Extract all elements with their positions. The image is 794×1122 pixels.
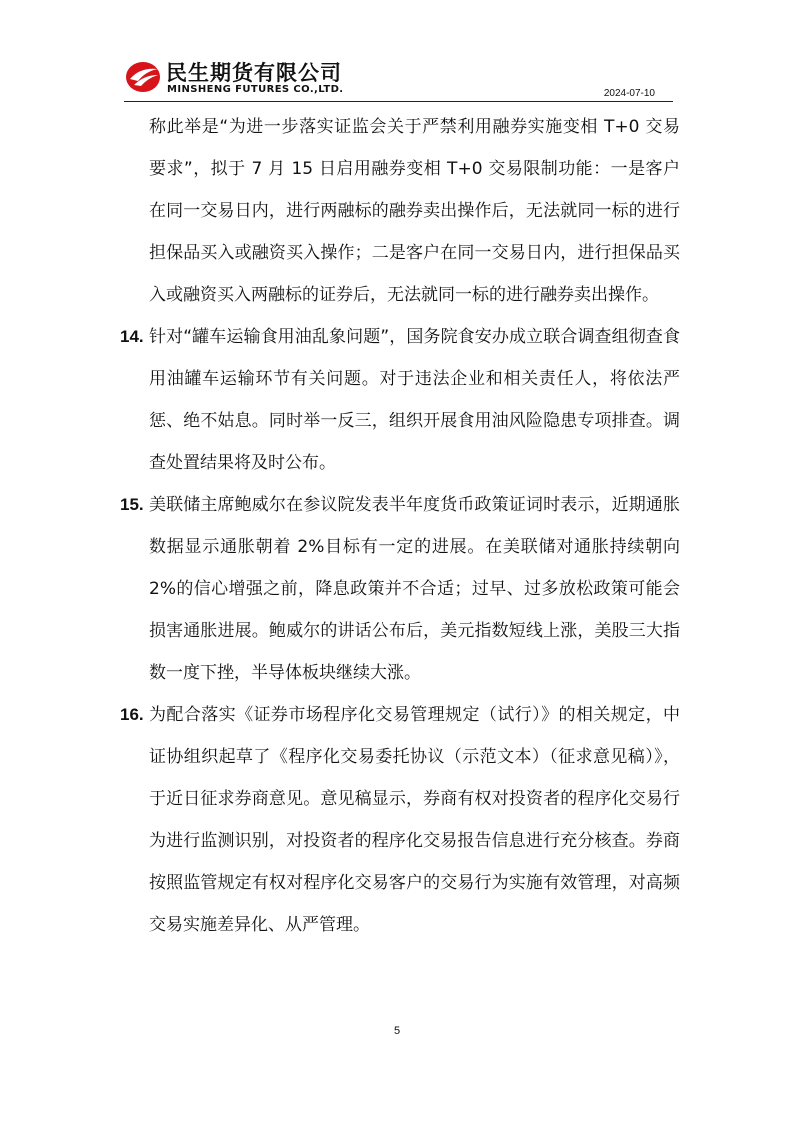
item-text: 称此举是“为进一步落实证监会关于严禁利用融券实施变相 T+0 交易要求”，拟于 7 月 15 日启用融券变相 T+0 交易限制功能：一是客户在同一交易日内，进行两融标的融券卖出操作后，无法就同一标的进行担保品买入或融资买入操作；二是客户在同一交易日内，进行担保品买入或融资买入两融标的证券后，无法就同一标的进行融券卖出操作。 [149,117,680,305]
news-list [120,106,680,946]
logo-emblem-icon [124,57,162,95]
list-item [120,106,680,316]
item-text: 美联储主席鲍威尔在参议院发表半年度货币政策证词时表示，近期通胀数据显示通胀朝着 2%目标有一定的进展。在美联储对通胀持续朝向 2%的信心增强之前，降息政策并不合适；过早、过多放松政策可能会损害通胀进展。鲍威尔的讲话公布后，美元指数短线上涨，美股三大指数一度下挫，半导体板块继续大涨。 [149,495,680,683]
list-item [120,484,680,694]
report-date: 2024-07-10 [603,88,655,99]
company-name-cn: 民生期货有限公司 [166,61,342,85]
company-logo [124,57,364,97]
item-text: 为配合落实《证券市场程序化交易管理规定（试行）》的相关规定，中证协组织起草了《程序化交易委托协议（示范文本）（征求意见稿）》，于近日征求券商意见。意见稿显示，券商有权对投资者的程序化交易行为进行监测识别，对投资者的程序化交易报告信息进行充分核查。券商按照监管规定有权对程序化交易客户的交易行为实施有效管理，对高频交易实施差异化、从严管理。 [149,705,680,935]
header-divider [124,101,673,102]
page-header [124,55,673,103]
page-number: 5 [393,1025,401,1037]
list-item [120,316,680,484]
item-number: 15. [120,495,144,514]
list-item [120,694,680,946]
item-number: 14. [120,327,144,346]
item-number: 16. [120,705,144,724]
item-text: 针对“罐车运输食用油乱象问题”，国务院食安办成立联合调查组彻查食用油罐车运输环节有关问题。对于违法企业和相关责任人，将依法严惩、绝不姑息。同时举一反三，组织开展食用油风险隐患专项排查。调查处置结果将及时公布。 [149,327,680,473]
company-name-en: MINSHENG FUTURES CO.,LTD. [167,84,344,95]
